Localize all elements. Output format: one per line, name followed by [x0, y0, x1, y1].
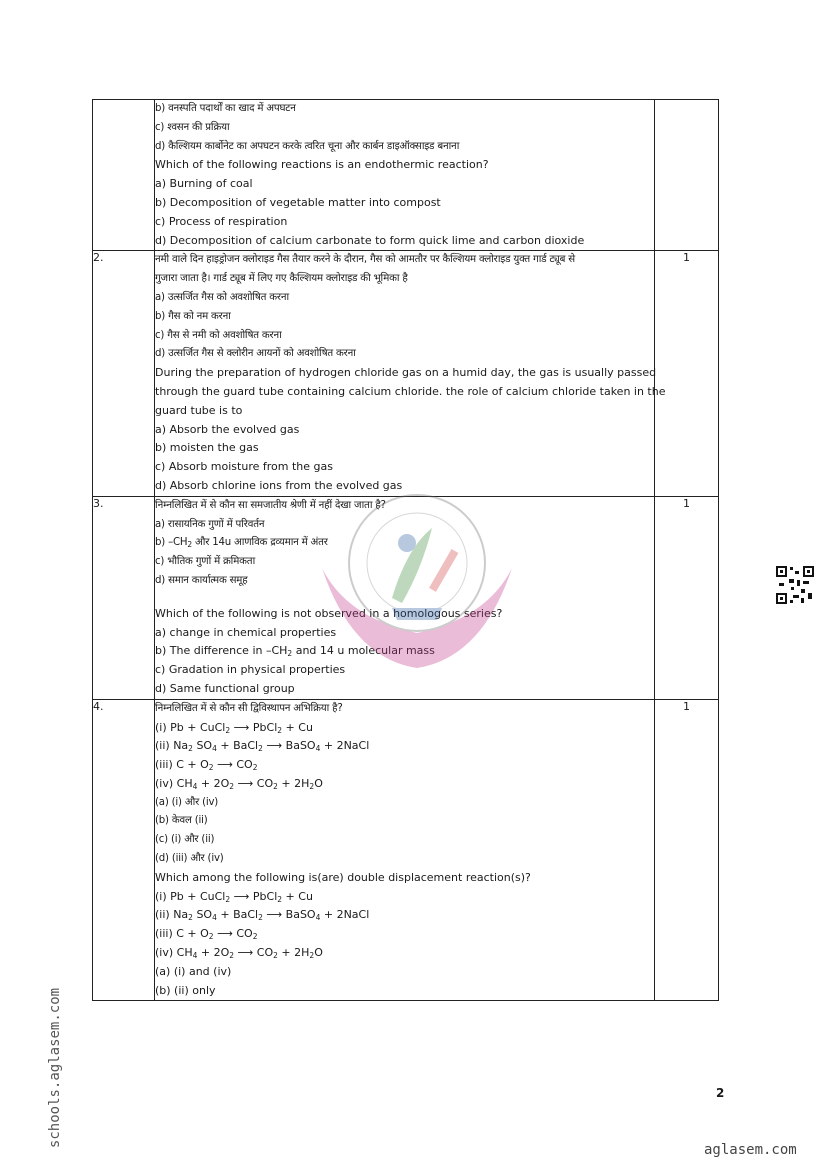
- question-line: b) $-CH_2$ और 14u आणविक द्रव्यमान में अंतर: [155, 537, 328, 550]
- question-line: b) Decomposition of vegetable matter into compost: [155, 195, 441, 209]
- question-line: d) Same functional group: [155, 681, 295, 695]
- question-row: [93, 251, 719, 496]
- question-line: (c) (i) और (ii): [155, 834, 215, 846]
- question-line: d) उत्सर्जित गैस से क्लोरीन आयनों को अवशोषित करना: [155, 348, 356, 360]
- question-line: a) रासायनिक गुणों में परिवर्तन: [155, 518, 265, 530]
- question-line: (b) केवल (ii): [155, 815, 208, 827]
- question-line: a) Absorb the evolved gas: [155, 422, 300, 436]
- marks-cell: [655, 100, 719, 251]
- question-line: During the preparation of hydrogen chloride gas on a humid day, the gas is usually passed: [155, 366, 657, 380]
- question-line: through the guard tube containing calcium chloride. the role of calcium chloride taken in the: [155, 384, 666, 398]
- question-table: [92, 99, 719, 1001]
- question-row: [93, 699, 719, 1001]
- marks-cell: 1: [655, 251, 719, 496]
- question-body: [155, 100, 655, 251]
- question-line: निम्नलिखित में से कौन सी द्विविस्थापन अभिक्रिया है?: [155, 702, 343, 714]
- question-line: d) कैल्शियम कार्बोनेट का अपघटन करके त्वरित चूना और कार्बन डाइऑक्साइड बनाना: [155, 140, 460, 152]
- question-line: निम्नलिखित में से कौन सा समजातीय श्रेणी में नहीं देखा जाता है?: [155, 499, 386, 511]
- question-line: (iii) $C + O_2$ ⟶ $CO_2$: [155, 758, 258, 773]
- question-line: c) Absorb moisture from the gas: [155, 460, 333, 474]
- question-line: (a) (i) और (iv): [155, 796, 219, 808]
- question-line: (a) (i) and (iv): [155, 964, 232, 978]
- question-line: (iii) $C + O_2$ ⟶ $CO_2$: [155, 927, 258, 942]
- footer-watermark: aglasem.com: [704, 1142, 797, 1158]
- question-line: b) गैस को नम करना: [155, 310, 231, 322]
- qr-code-icon[interactable]: [775, 565, 815, 605]
- question-line: a) उत्सर्जित गैस को अवशोषित करना: [155, 291, 289, 303]
- question-line: c) गैस से नमी को अवशोषित करना: [155, 329, 282, 341]
- question-number: 2.: [93, 251, 155, 496]
- question-rows: [93, 100, 719, 1001]
- question-line: c) Gradation in physical properties: [155, 663, 346, 677]
- question-line: Which of the following is not observed in a homologous series?: [155, 606, 503, 620]
- question-line: a) change in chemical properties: [155, 625, 337, 639]
- question-line: गुजारा जाता है। गार्ड ट्यूब में लिए गए कैल्शियम क्लोराइड की भूमिका है: [155, 273, 408, 285]
- question-row: [93, 100, 719, 251]
- question-line: c) भौतिक गुणों में क्रमिकता: [155, 556, 256, 568]
- question-body: [155, 496, 655, 699]
- question-number: 4.: [93, 699, 155, 1001]
- question-line: (ii) $Na_2$ $SO_4$ + BaCl$_2$ ⟶ BaSO$_4$ + 2NaCl: [155, 739, 370, 754]
- marks-cell: 1: [655, 699, 719, 1001]
- question-line: (b) (ii) only: [155, 983, 216, 997]
- question-line: (d) (iii) और (iv): [155, 853, 224, 865]
- question-row: [93, 496, 719, 699]
- question-body: [155, 699, 655, 1001]
- question-line: (ii) $Na_2$ $SO_4$ + BaCl$_2$ ⟶ BaSO$_4$ + 2NaCl: [155, 908, 370, 923]
- marks-cell: 1: [655, 496, 719, 699]
- question-line: d) Decomposition of calcium carbonate to form quick lime and carbon dioxide: [155, 233, 585, 247]
- question-line: b) moisten the gas: [155, 441, 259, 455]
- question-number: 3.: [93, 496, 155, 699]
- spacer: [155, 591, 654, 605]
- question-body: [155, 251, 666, 496]
- question-line: Which among the following is(are) double displacement reaction(s)?: [155, 870, 531, 884]
- question-line: b) The difference in $-CH_2$ and 14 u molecular mass: [155, 644, 435, 659]
- question-number: [93, 100, 155, 251]
- question-line: b) वनस्पति पदार्थों का खाद में अपघटन: [155, 103, 296, 114]
- question-line: a) Burning of coal: [155, 177, 253, 191]
- question-line: (iv) $CH_4 + 2O_2$ ⟶ $CO_2 + 2H_2O$: [155, 776, 323, 791]
- question-line: c) Process of respiration: [155, 214, 288, 228]
- question-line: (iv) $CH_4 + 2O_2$ ⟶ $CO_2 + 2H_2O$: [155, 946, 323, 961]
- question-line: (i) Pb + CuCl$_2$ ⟶ PbCl$_2$ + Cu: [155, 720, 313, 735]
- question-line: guard tube is to: [155, 403, 243, 417]
- question-line: नमी वाले दिन हाइड्रोजन क्लोराइड गैस तैयार करने के दौरान, गैस को आमतौर पर कैल्शियम क्लोराइड युक्त गार्ड ट्यूब से: [155, 254, 575, 266]
- question-line: d) Absorb chlorine ions from the evolved gas: [155, 478, 403, 492]
- side-watermark: schools.aglasem.com: [47, 987, 63, 1149]
- page-number: 2: [716, 1086, 725, 1100]
- question-line: (i) Pb + CuCl$_2$ ⟶ PbCl$_2$ + Cu: [155, 889, 313, 904]
- question-line: Which of the following reactions is an endothermic reaction?: [155, 158, 489, 172]
- question-line: d) समान कार्यात्मक समूह: [155, 574, 248, 586]
- question-line: c) श्वसन की प्रक्रिया: [155, 121, 230, 133]
